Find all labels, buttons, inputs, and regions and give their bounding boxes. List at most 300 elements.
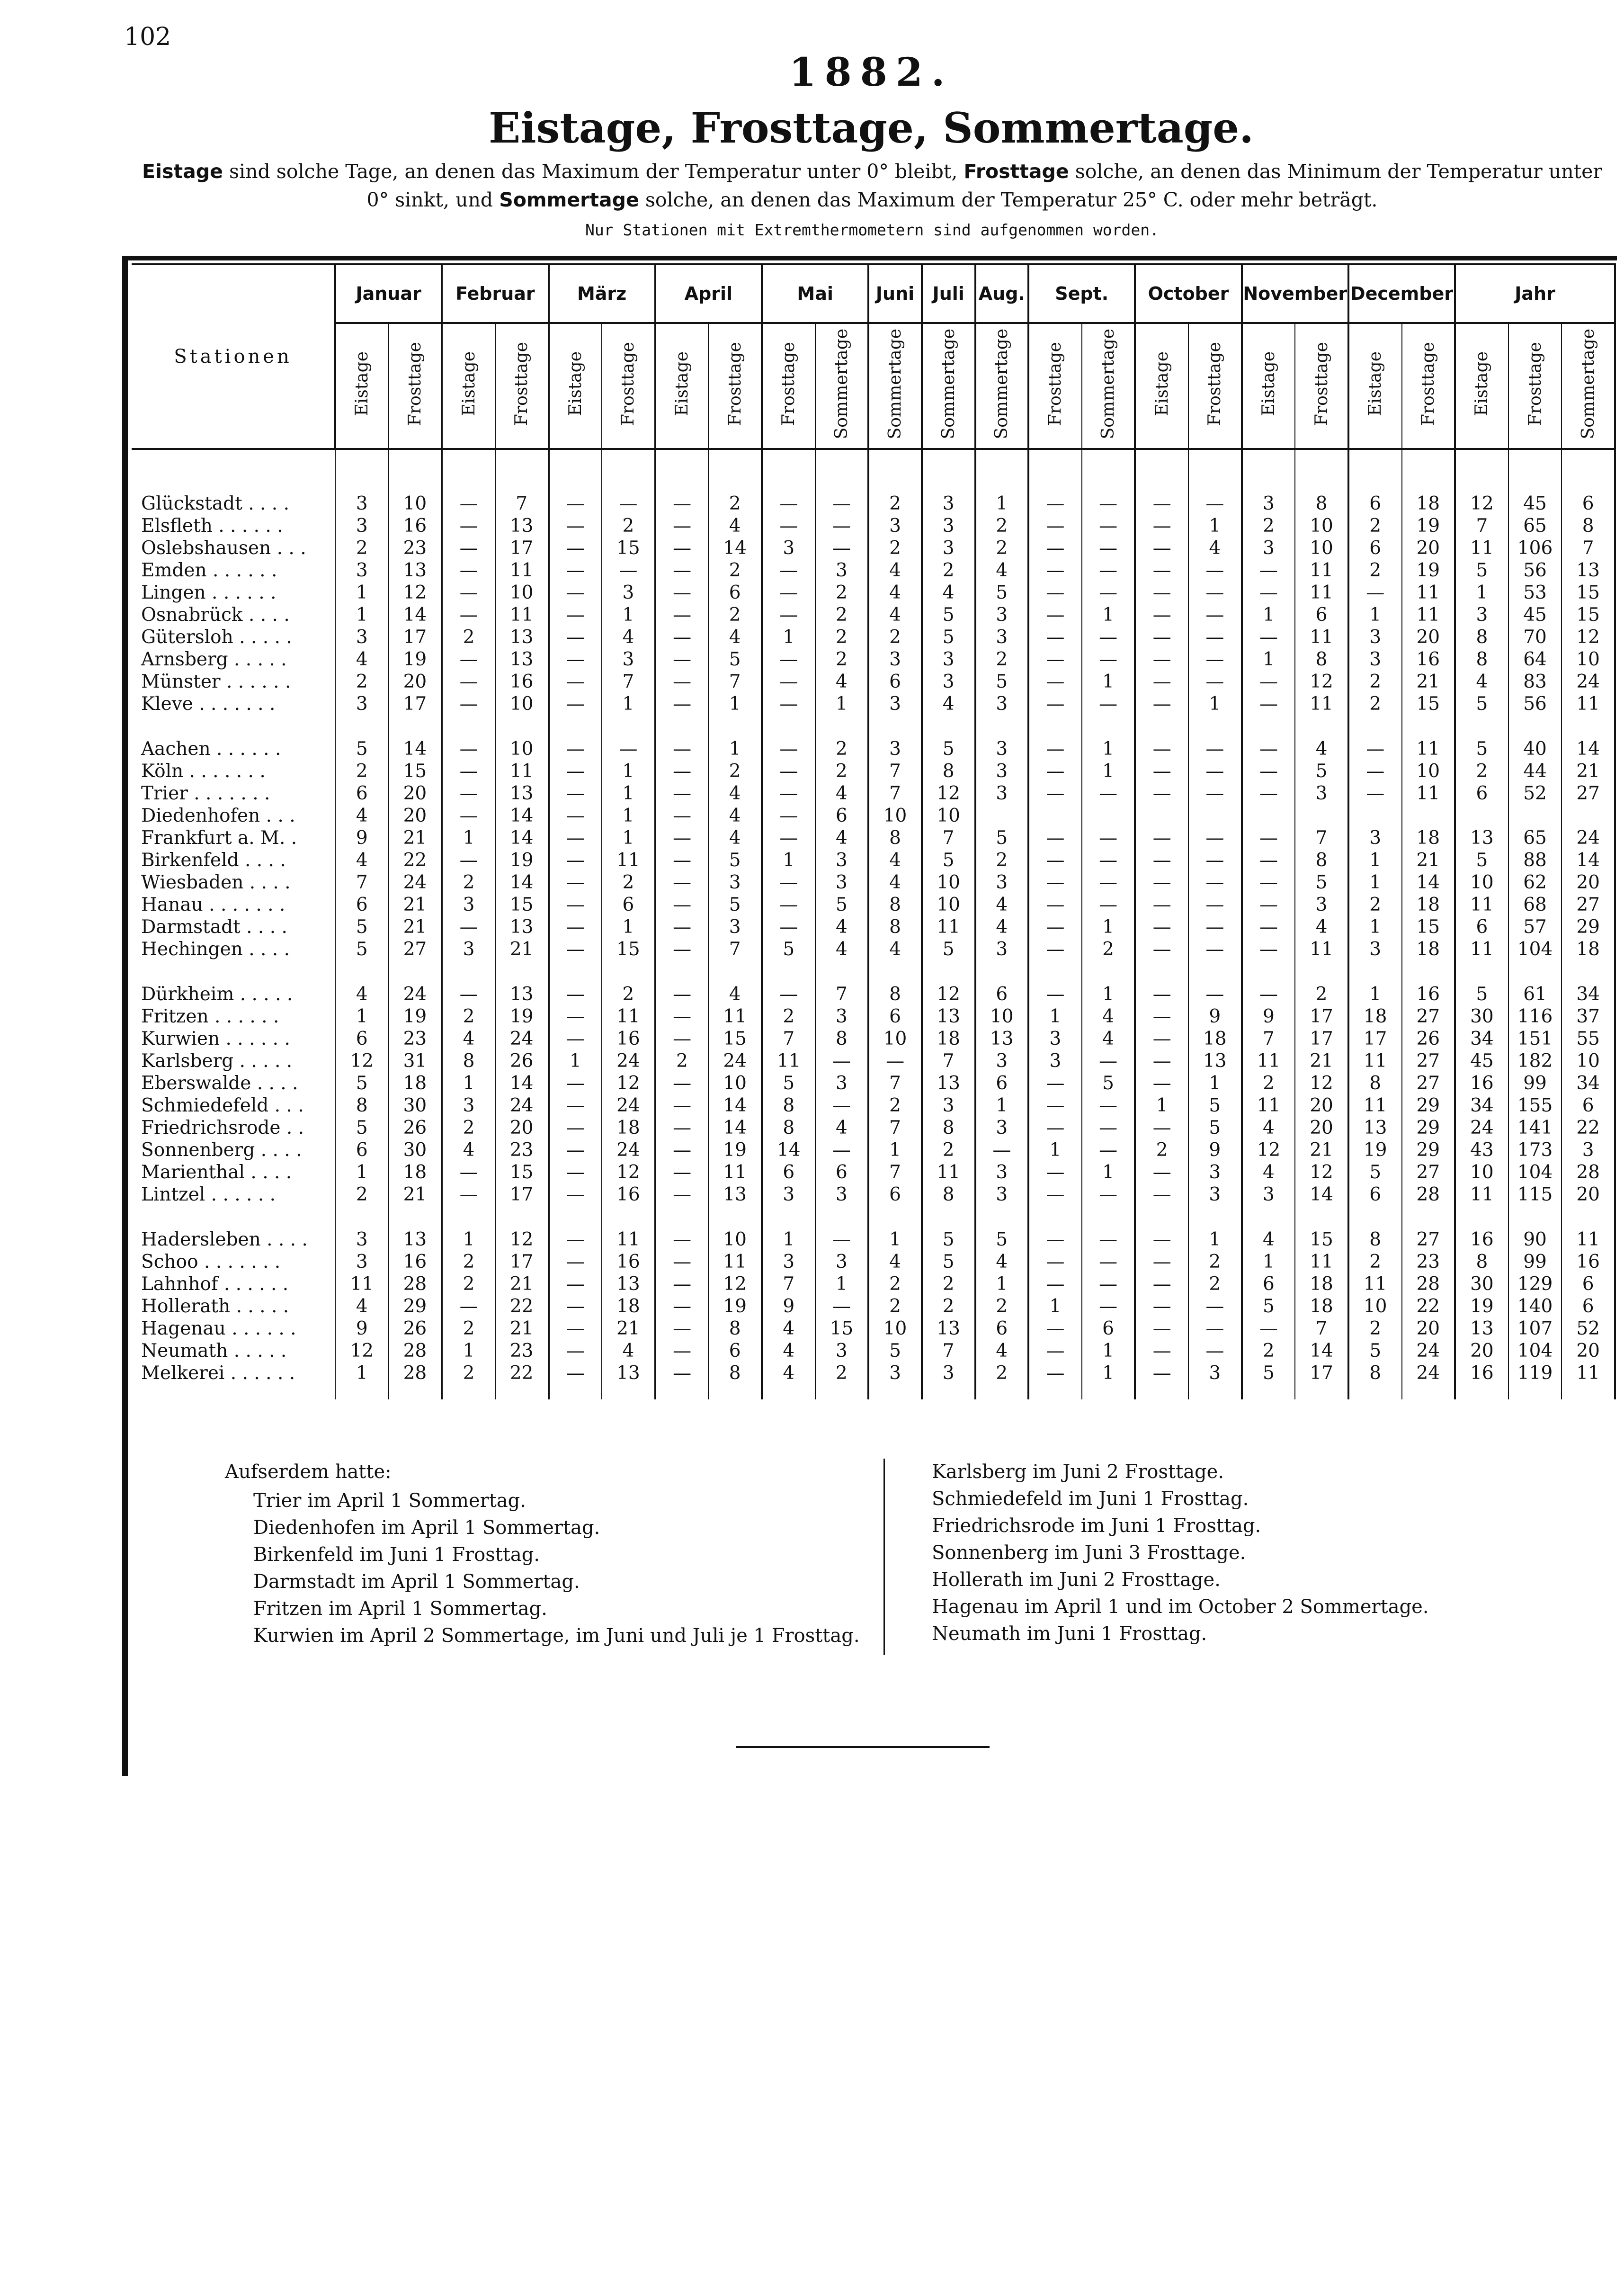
- category-header: [1135, 323, 1188, 449]
- table-cell: —: [549, 559, 602, 582]
- spacer-cell: [815, 960, 869, 983]
- table-cell: 20: [1295, 1117, 1348, 1139]
- table-cell: 1: [1082, 738, 1135, 760]
- spacer-cell: [335, 715, 389, 738]
- table-cell: 4: [1082, 1005, 1135, 1028]
- spacer-cell: [1348, 715, 1402, 738]
- table-cell: 5: [922, 738, 975, 760]
- table-cell: 1: [1348, 871, 1402, 894]
- spacer-cell: [1402, 449, 1455, 493]
- table-cell: 1: [442, 1072, 495, 1094]
- table-cell: 2: [762, 1005, 815, 1028]
- table-cell: —: [655, 1273, 709, 1295]
- spacer-cell: [1562, 1384, 1615, 1399]
- spacer-cell: [1188, 715, 1242, 738]
- spacer-cell: [549, 1206, 602, 1228]
- table-cell: —: [762, 894, 815, 916]
- table-cell: —: [762, 805, 815, 827]
- table-cell: 11: [1402, 782, 1455, 805]
- spacer-cell: [602, 715, 655, 738]
- table-cell: 4: [1082, 1028, 1135, 1050]
- table-cell: —: [655, 983, 709, 1005]
- table-cell: 1: [1242, 604, 1295, 626]
- table-cell: 19: [389, 648, 442, 671]
- table-cell: [1242, 805, 1295, 827]
- table-cell: 24: [1402, 1340, 1455, 1362]
- table-cell: 4: [975, 1251, 1029, 1273]
- table-cell: 7: [1242, 1028, 1295, 1050]
- table-cell: 16: [389, 1251, 442, 1273]
- category-header: [762, 323, 815, 449]
- table-cell: 11: [602, 1005, 655, 1028]
- table-cell: —: [655, 1161, 709, 1183]
- table-cell: 3: [1348, 827, 1402, 849]
- table-cell: 9: [762, 1295, 815, 1317]
- table-row: [132, 1340, 1615, 1362]
- table-cell: 14: [708, 1117, 762, 1139]
- table-cell: 21: [1402, 849, 1455, 871]
- spacer-cell: [1508, 715, 1562, 738]
- table-cell: 14: [495, 871, 549, 894]
- table-cell: 4: [922, 582, 975, 604]
- table-cell: 5: [975, 827, 1029, 849]
- table-cell: 2: [815, 738, 869, 760]
- table-cell: 6: [602, 894, 655, 916]
- spacer-cell: [655, 715, 709, 738]
- table-row: [132, 1094, 1615, 1117]
- table-cell: —: [655, 782, 709, 805]
- table-cell: 1: [815, 1273, 869, 1295]
- station-name: Aachen . . . . . .: [141, 738, 281, 760]
- month-header: November: [1242, 264, 1348, 323]
- table-cell: —: [1082, 626, 1135, 648]
- station-name: Hollerath . . . . .: [141, 1296, 289, 1317]
- table-cell: 5: [975, 1228, 1029, 1251]
- table-row: [132, 1139, 1615, 1161]
- table-cell: 3: [975, 1117, 1029, 1139]
- table-cell: 19: [1455, 1295, 1508, 1317]
- table-cell: 24: [389, 983, 442, 1005]
- table-cell: —: [655, 493, 709, 515]
- table-cell: 8: [868, 827, 922, 849]
- table-cell: 1: [335, 582, 389, 604]
- table-cell: —: [655, 1139, 709, 1161]
- table-cell: 1: [1242, 1251, 1295, 1273]
- table-cell: 1: [975, 1094, 1029, 1117]
- table-cell: 6: [868, 1183, 922, 1206]
- table-cell: 24: [389, 871, 442, 894]
- table-cell: —: [1135, 871, 1188, 894]
- table-cell: 3: [815, 1072, 869, 1094]
- station-name: Frankfurt a. M. .: [141, 827, 297, 849]
- table-cell: —: [1082, 1273, 1135, 1295]
- table-cell: —: [1188, 916, 1242, 938]
- table-cell: 3: [975, 1050, 1029, 1072]
- table-cell: —: [655, 1072, 709, 1094]
- table-cell: —: [1028, 760, 1082, 782]
- spacer-cell: [1562, 715, 1615, 738]
- table-cell: 5: [922, 604, 975, 626]
- table-cell: 16: [602, 1251, 655, 1273]
- table-cell: 1: [815, 693, 869, 715]
- table-cell: —: [1242, 938, 1295, 960]
- table-cell: 30: [1455, 1273, 1508, 1295]
- table-row: [132, 738, 1615, 760]
- table-cell: —: [549, 515, 602, 537]
- table-cell: 5: [1455, 559, 1508, 582]
- table-cell: 3: [868, 515, 922, 537]
- table-cell: —: [1082, 871, 1135, 894]
- table-cell: 7: [868, 760, 922, 782]
- table-cell: —: [1188, 827, 1242, 849]
- spacer-cell: [975, 715, 1029, 738]
- table-cell: 2: [1242, 515, 1295, 537]
- station-name: Oslebshausen . . .: [141, 538, 306, 559]
- category-header: [602, 323, 655, 449]
- spacer-cell: [1242, 1384, 1295, 1399]
- table-cell: —: [549, 1317, 602, 1340]
- table-cell: —: [549, 1183, 602, 1206]
- footnote-line: Neumath im Juni 1 Frosttag.: [932, 1623, 1207, 1645]
- table-cell: 2: [815, 604, 869, 626]
- table-cell: 115: [1508, 1183, 1562, 1206]
- table-cell: —: [655, 1340, 709, 1362]
- spacer-cell: [708, 715, 762, 738]
- table-cell: 6: [762, 1161, 815, 1183]
- table-cell: 11: [1295, 626, 1348, 648]
- table-cell: —: [655, 1317, 709, 1340]
- table-cell: 1: [1082, 983, 1135, 1005]
- table-cell: 10: [1562, 1050, 1615, 1072]
- category-label: Eistage: [1152, 351, 1172, 416]
- table-cell: 1: [442, 827, 495, 849]
- table-cell: 2: [868, 1094, 922, 1117]
- page-title: Eistage, Frosttage, Sommertage.: [489, 103, 1254, 152]
- table-cell: 3: [868, 738, 922, 760]
- table-cell: 3: [442, 1094, 495, 1117]
- table-cell: —: [1028, 849, 1082, 871]
- table-cell: 11: [602, 849, 655, 871]
- category-header: [442, 323, 495, 449]
- table-cell: 7: [1295, 827, 1348, 849]
- station-name: Osnabrück . . . .: [141, 604, 290, 626]
- table-cell: 2: [922, 1139, 975, 1161]
- table-cell: —: [1082, 1295, 1135, 1317]
- station-name: Gütersloh . . . . .: [141, 627, 292, 648]
- table-cell: 6: [1455, 916, 1508, 938]
- table-cell: 27: [1402, 1005, 1455, 1028]
- table-cell: 3: [442, 938, 495, 960]
- station-name: Kurwien . . . . . .: [141, 1028, 290, 1049]
- station-name: Emden . . . . . .: [141, 560, 277, 581]
- table-cell: 3: [708, 871, 762, 894]
- table-cell: 56: [1508, 559, 1562, 582]
- table-cell: 1: [602, 916, 655, 938]
- table-cell: 4: [815, 1117, 869, 1139]
- table-cell: —: [549, 1072, 602, 1094]
- table-cell: —: [549, 938, 602, 960]
- table-cell: 11: [922, 1161, 975, 1183]
- table-cell: 14: [495, 805, 549, 827]
- table-cell: 4: [868, 582, 922, 604]
- table-cell: 20: [389, 671, 442, 693]
- month-header: Sept.: [1028, 264, 1135, 323]
- table-cell: 6: [1348, 537, 1402, 559]
- table-row: [132, 760, 1615, 782]
- spacer-cell: [1135, 449, 1188, 493]
- table-cell: —: [549, 983, 602, 1005]
- category-label: Sommertage: [831, 328, 851, 439]
- station-name: Fritzen . . . . . .: [141, 1006, 279, 1027]
- table-cell: 5: [762, 1072, 815, 1094]
- table-cell: 3: [1242, 493, 1295, 515]
- category-header: [708, 323, 762, 449]
- table-cell: —: [442, 1161, 495, 1183]
- table-cell: 22: [495, 1362, 549, 1384]
- table-cell: —: [655, 760, 709, 782]
- table-cell: 8: [815, 1028, 869, 1050]
- table-cell: 26: [389, 1317, 442, 1340]
- table-cell: 16: [1562, 1251, 1615, 1273]
- station-name: Wiesbaden . . . .: [141, 872, 291, 893]
- table-row: [132, 1028, 1615, 1050]
- table-cell: 3: [815, 1340, 869, 1362]
- table-cell: 18: [922, 1028, 975, 1050]
- table-cell: —: [815, 493, 869, 515]
- table-cell: 6: [1562, 493, 1615, 515]
- table-cell: 19: [1402, 559, 1455, 582]
- table-cell: —: [1082, 782, 1135, 805]
- category-header-row: [132, 323, 1615, 449]
- table-cell: —: [1188, 1295, 1242, 1317]
- table-cell: 5: [1188, 1117, 1242, 1139]
- spacer-cell: [1188, 449, 1242, 493]
- table-cell: 2: [1188, 1273, 1242, 1295]
- table-row: [132, 1295, 1615, 1317]
- table-cell: —: [1028, 1161, 1082, 1183]
- table-cell: —: [1188, 760, 1242, 782]
- table-cell: 29: [1402, 1094, 1455, 1117]
- table-cell: —: [549, 849, 602, 871]
- table-cell: —: [1135, 1050, 1188, 1072]
- table-cell: 23: [495, 1340, 549, 1362]
- table-cell: 6: [1562, 1094, 1615, 1117]
- table-cell: 12: [922, 983, 975, 1005]
- table-cell: 18: [389, 1072, 442, 1094]
- table-cell: —: [1135, 626, 1188, 648]
- table-cell: —: [1188, 1340, 1242, 1362]
- table-cell: 40: [1508, 738, 1562, 760]
- table-cell: —: [1082, 1117, 1135, 1139]
- table-cell: —: [549, 604, 602, 626]
- spacer-cell: [1295, 1206, 1348, 1228]
- table-cell: 3: [1028, 1028, 1082, 1050]
- table-cell: 4: [442, 1139, 495, 1161]
- table-cell: —: [549, 648, 602, 671]
- spacer-cell: [495, 1206, 549, 1228]
- table-cell: 14: [1562, 738, 1615, 760]
- table-cell: 7: [602, 671, 655, 693]
- table-cell: 2: [708, 604, 762, 626]
- table-cell: 8: [442, 1050, 495, 1072]
- spacer-cell: [922, 1206, 975, 1228]
- table-cell: 11: [1402, 582, 1455, 604]
- table-cell: 24: [1562, 671, 1615, 693]
- table-cell: 8: [1348, 1072, 1402, 1094]
- table-cell: 10: [868, 805, 922, 827]
- table-cell: —: [762, 582, 815, 604]
- table-cell: 11: [1295, 938, 1348, 960]
- table-cell: 9: [1188, 1005, 1242, 1028]
- table-cell: 21: [389, 916, 442, 938]
- table-cell: 3: [1188, 1161, 1242, 1183]
- table-cell: —: [1242, 782, 1295, 805]
- table-cell: 10: [1455, 871, 1508, 894]
- table-cell: 2: [442, 1273, 495, 1295]
- spacer-cell: [442, 715, 495, 738]
- spacer-cell: [1402, 1384, 1455, 1399]
- table-cell: 3: [922, 1094, 975, 1117]
- spacer-cell: [815, 1384, 869, 1399]
- table-cell: 7: [762, 1028, 815, 1050]
- table-cell: 2: [335, 671, 389, 693]
- table-cell: 2: [1242, 1340, 1295, 1362]
- spacer-cell: [442, 960, 495, 983]
- table-cell: 3: [1348, 648, 1402, 671]
- table-cell: 182: [1508, 1050, 1562, 1072]
- spacer-cell: [389, 449, 442, 493]
- spacer-cell: [1562, 449, 1615, 493]
- table-cell: —: [1028, 894, 1082, 916]
- table-cell: 116: [1508, 1005, 1562, 1028]
- table-cell: 17: [495, 1183, 549, 1206]
- table-cell: 4: [708, 515, 762, 537]
- table-cell: 11: [1455, 894, 1508, 916]
- table-cell: —: [549, 894, 602, 916]
- category-header: [1348, 323, 1402, 449]
- table-cell: 4: [442, 1028, 495, 1050]
- table-cell: 4: [708, 626, 762, 648]
- table-cell: 11: [708, 1005, 762, 1028]
- table-cell: 3: [1455, 604, 1508, 626]
- table-cell: 2: [442, 1251, 495, 1273]
- table-row: [132, 537, 1615, 559]
- table-cell: 1: [1348, 983, 1402, 1005]
- table-cell: 1: [1082, 1340, 1135, 1362]
- table-cell: —: [1135, 1251, 1188, 1273]
- table-cell: 3: [815, 871, 869, 894]
- table-row: [132, 849, 1615, 871]
- table-cell: 5: [975, 671, 1029, 693]
- intro-def-sommertage: solche, an denen das Maximum der Temperatur 25° C. oder mehr beträgt.: [645, 188, 1378, 211]
- table-cell: 1: [335, 1005, 389, 1028]
- footnotes-divider: [883, 1459, 885, 1655]
- table-cell: 29: [1402, 1117, 1455, 1139]
- table-cell: 1: [442, 1340, 495, 1362]
- spacer-cell: [868, 1384, 922, 1399]
- table-cell: 3: [335, 693, 389, 715]
- table-cell: [1082, 805, 1135, 827]
- table-cell: —: [1028, 515, 1082, 537]
- table-cell: —: [762, 671, 815, 693]
- table-cell: —: [1242, 849, 1295, 871]
- table-cell: —: [442, 916, 495, 938]
- table-cell: —: [1188, 582, 1242, 604]
- footnotes-right-list: [932, 1459, 1429, 1648]
- table-cell: 19: [389, 1005, 442, 1028]
- table-cell: —: [549, 782, 602, 805]
- table-cell: 11: [1348, 1273, 1402, 1295]
- table-cell: 45: [1508, 493, 1562, 515]
- table-cell: —: [1135, 693, 1188, 715]
- spacer-cell: [1028, 960, 1082, 983]
- table-cell: 23: [389, 1028, 442, 1050]
- table-cell: 1: [1242, 648, 1295, 671]
- table-cell: 10: [922, 894, 975, 916]
- table-cell: 12: [922, 782, 975, 805]
- spacer-cell: [1295, 449, 1348, 493]
- table-cell: —: [815, 1094, 869, 1117]
- category-label: Frosttage: [618, 341, 638, 426]
- table-cell: 11: [1455, 938, 1508, 960]
- table-cell: 4: [815, 827, 869, 849]
- table-cell: —: [549, 1228, 602, 1251]
- table-cell: 8: [1562, 515, 1615, 537]
- table-cell: —: [1028, 493, 1082, 515]
- table-cell: 7: [868, 782, 922, 805]
- table-cell: 7: [1562, 537, 1615, 559]
- table-cell: —: [762, 827, 815, 849]
- table-cell: —: [1242, 760, 1295, 782]
- table-cell: —: [1135, 1317, 1188, 1340]
- table-cell: 21: [389, 827, 442, 849]
- table-cell: 56: [1508, 693, 1562, 715]
- table-cell: 18: [389, 1161, 442, 1183]
- table-cell: 28: [389, 1273, 442, 1295]
- table-cell: —: [762, 559, 815, 582]
- table-row: [132, 1251, 1615, 1273]
- table-cell: —: [655, 1117, 709, 1139]
- table-cell: 11: [1242, 1050, 1295, 1072]
- table-cell: —: [442, 582, 495, 604]
- table-cell: 1: [868, 1139, 922, 1161]
- table-row: [132, 894, 1615, 916]
- table-cell: 28: [1402, 1273, 1455, 1295]
- category-header: [1188, 323, 1242, 449]
- table-cell: 7: [708, 671, 762, 693]
- table-cell: 3: [1348, 626, 1402, 648]
- table-cell: 11: [1402, 604, 1455, 626]
- table-cell: 1: [335, 1362, 389, 1384]
- climate-table: [132, 263, 1616, 1399]
- table-cell: 23: [1402, 1251, 1455, 1273]
- spacer-cell: [1508, 1206, 1562, 1228]
- table-cell: —: [549, 1295, 602, 1317]
- spacer-cell: [1455, 715, 1508, 738]
- table-cell: 5: [1455, 693, 1508, 715]
- table-cell: —: [1188, 1317, 1242, 1340]
- spacer-cell: [495, 1384, 549, 1399]
- table-cell: —: [762, 916, 815, 938]
- table-cell: —: [1135, 738, 1188, 760]
- spacer-cell: [868, 1206, 922, 1228]
- table-cell: 2: [815, 1362, 869, 1384]
- table-cell: —: [1028, 559, 1082, 582]
- table-cell: —: [1028, 1340, 1082, 1362]
- table-cell: 21: [1562, 760, 1615, 782]
- group-spacer: [132, 1384, 1615, 1399]
- category-header: [549, 323, 602, 449]
